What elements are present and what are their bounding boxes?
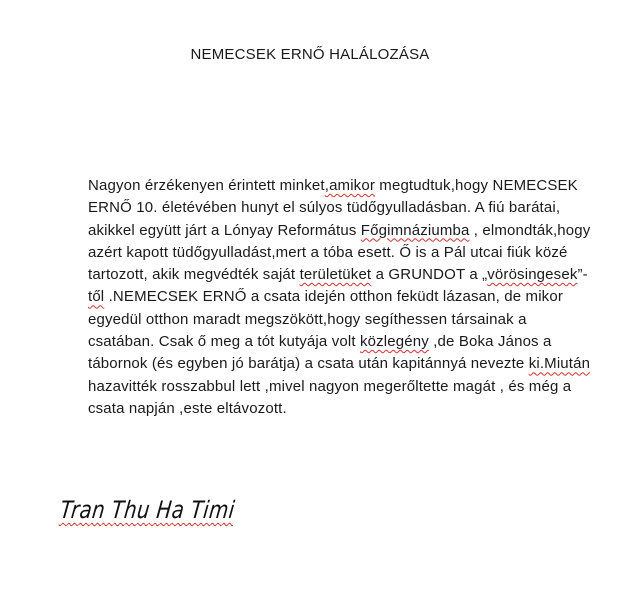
spellcheck-flag: ki.Miután (528, 355, 591, 373)
spellcheck-flag: területüket (299, 266, 372, 284)
spellcheck-flag: közlegény (359, 333, 429, 351)
paragraph-line: hazavitték rosszabbul lett ,mivel nagyon megerőltette magát , és még a (88, 377, 572, 395)
spellcheck-flag: től (88, 288, 105, 306)
paragraph-line: tartozott, akik megvédték saját területüket a GRUNDOT a „vörösingesek”- (88, 266, 588, 284)
spellcheck-flag: ,amikor (324, 177, 375, 194)
paragraph-line: tábornok (és egyben jó barátja) a csata után kapitánnyá nevezte ki.Miután (88, 355, 591, 373)
document-title: NEMECSEK ERNŐ HALÁLOZÁSA (190, 46, 430, 63)
paragraph-line: től .NEMECSEK ERNŐ a csata idején otthon feküdt lázasan, de mikor (88, 288, 563, 306)
paragraph-line: Nagyon érzékenyen érintett minket,amikor megtudtuk,hogy NEMECSEK (88, 177, 578, 194)
paragraph-line: csatában. Csak ő meg a tót kutyája volt közlegény ,de Boka János a (88, 333, 552, 351)
paragraph-line: csata napján ,este eltávozott. (88, 399, 287, 417)
paragraph-line: azért kapott tüdőgyulladást,mert a tóba esett. Ő is a Pál utcai fiúk közé (88, 243, 568, 261)
signature: Tran Thu Ha Timi (58, 496, 237, 524)
paragraph-line: egyedül otthon maradt megszökött,hogy segíthessen társainak a (88, 310, 527, 328)
spellcheck-flag: Főgimnáziumba (360, 221, 470, 239)
paragraph-line: akikkel együtt járt a Lónyay Református Főgimnáziumba , elmondták,hogy (88, 221, 591, 239)
paragraph-line: ERNŐ 10. életévében hunyt el súlyos tüdőgyulladásban. A fiú barátai, (88, 199, 561, 217)
spellcheck-flag: vörösingesek (487, 266, 578, 284)
body-paragraph (88, 175, 608, 420)
